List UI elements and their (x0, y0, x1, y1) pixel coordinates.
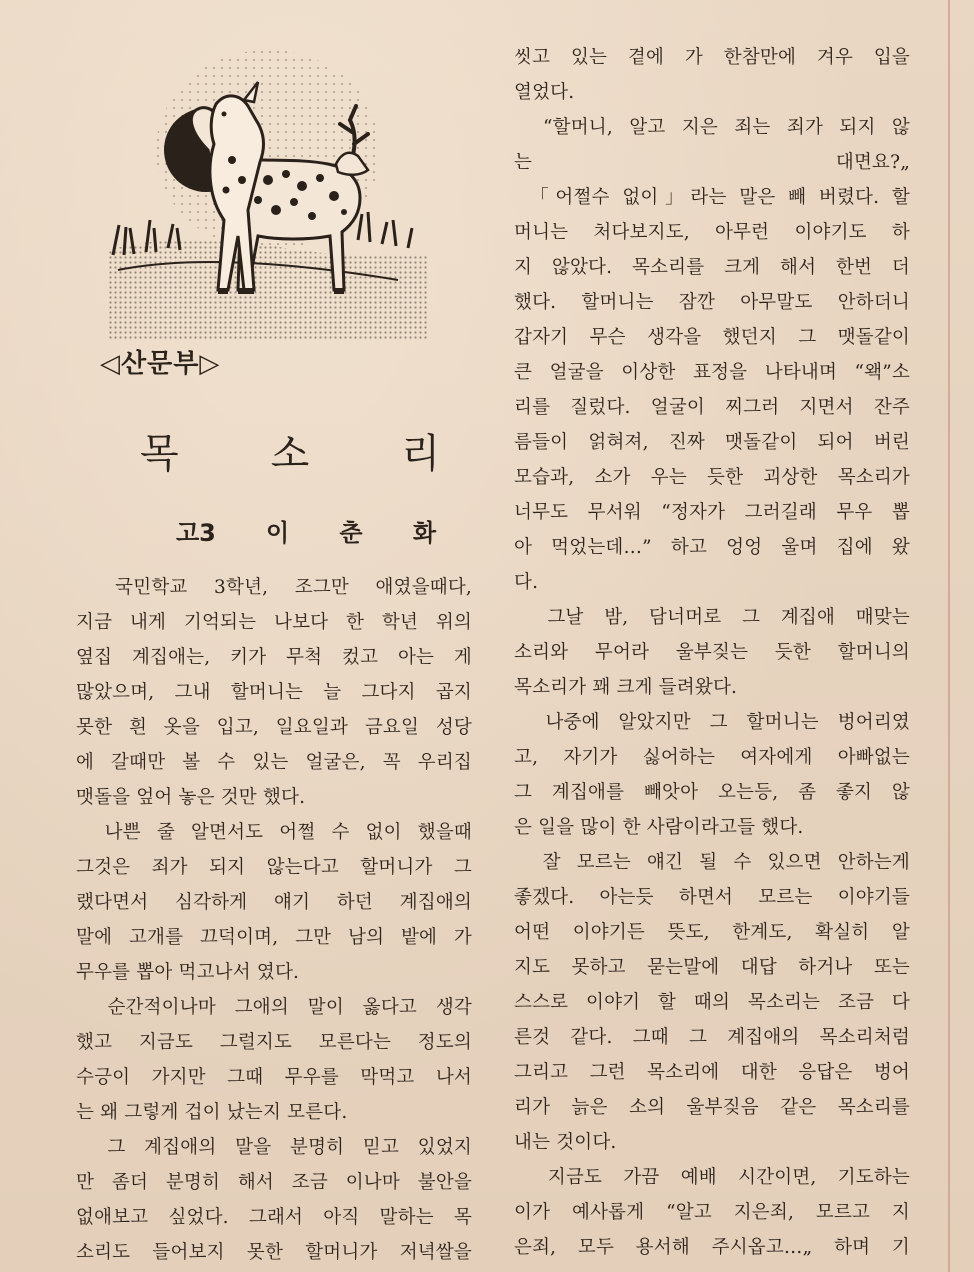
text-line: 열었다. (514, 82, 575, 103)
text-line: 씻고 있는 곁에 가 한참만에 겨우 입을 (514, 47, 910, 68)
text-line: 그것은 죄가 되지 않는다고 할머니가 그 (76, 857, 472, 878)
text-line: 지금 내게 기억되는 나보다 한 학년 위의 (76, 612, 472, 633)
text-line: 름들이 얽혀져, 진짜 맷돌같이 되어 버린 (514, 432, 910, 453)
text-line: 그날 밤, 담너머로 그 계집애 매맞는 (514, 607, 910, 628)
text-line: 수긍이 가지만 그때 무우를 막먹고 나서 (76, 1067, 472, 1088)
text-line: 말에 고개를 끄덕이며, 그만 남의 밭에 가 (76, 927, 472, 948)
text-line: 소리도 들어보지 못한 할머니가 저녁쌀을 (76, 1242, 472, 1263)
author-name-char: 화 (412, 518, 436, 547)
text-line: 은죄, 모두 용서해 주시옵고…„ 하며 기 (514, 1237, 910, 1258)
text-line: 없애보고 싶었다. 그래서 아직 말하는 목 (76, 1207, 472, 1228)
text-line: 아 먹었는데…” 하고 엉엉 울며 집에 왔 (514, 537, 910, 558)
text-line: 국민학교 3학년, 조그만 애였을때다, (76, 577, 472, 598)
text-line: 는 대면요?„ (514, 152, 910, 173)
text-line: 이가 예사롭게 “알고 지은죄, 모르고 지 (514, 1202, 910, 1223)
author-name (266, 513, 436, 548)
text-line: 리가 늙은 소의 울부짖음 같은 목소리를 (514, 1097, 910, 1118)
deer-illustration-icon (98, 40, 438, 340)
text-line: 머니는 처다보지도, 아무런 이야기도 하 (514, 222, 910, 243)
article-title (140, 420, 440, 480)
text-line: 했다. 할머니는 잠깐 아무말도 안하더니 (514, 292, 910, 313)
text-line: 어떤 이야기든 뜻도, 한계도, 확실히 알 (514, 922, 910, 943)
text-line: “할머니, 알고 지은 죄는 죄가 되지 않 (514, 117, 910, 138)
text-line: 갑자기 무슨 생각을 했던지 그 맷돌같이 (514, 327, 910, 348)
text-line: 에 갈때만 볼 수 있는 얼굴은, 꼭 우리집 (76, 752, 472, 773)
author-name-char: 춘 (339, 518, 363, 547)
text-line: 만 좀더 분명히 해서 조금 이나마 불안을 (76, 1172, 472, 1193)
author-name-char: 이 (266, 518, 290, 547)
text-line: 는 왜 그렇게 겁이 났는지 모른다. (76, 1102, 348, 1123)
text-line: 「어쩔수 없이」라는 말은 빼 버렸다. 할 (514, 187, 910, 208)
text-line: 내는 것이다. (514, 1132, 617, 1153)
text-line: 은 일을 많이 한 사람이라고들 했다. (514, 817, 804, 838)
text-line: 그 계집애를 빼앗아 오는등, 좀 좋지 않 (514, 782, 910, 803)
text-line: 나쁜 줄 알면서도 어쩔 수 없이 했을때 (76, 822, 472, 843)
text-line: 다. (514, 572, 539, 593)
text-line: 좋겠다. 아는듯 하면서 모르는 이야기들 (514, 887, 910, 908)
text-line: 너무도 무서워 “정자가 그러길래 무우 뽑 (514, 502, 910, 523)
section-label: ◁산문부▷ (100, 349, 221, 379)
text-line: 그 계집애의 말을 분명히 믿고 있었지 (76, 1137, 472, 1158)
text-line: 못한 흰 옷을 입고, 일요일과 금요일 성당 (76, 717, 472, 738)
right-text-column (514, 40, 910, 1265)
text-line: 목소리가 꽤 크게 들려왔다. (514, 677, 738, 698)
author-grade: 고3 (176, 518, 216, 547)
text-line: 무우를 뽑아 먹고나서 였다. (76, 962, 300, 983)
text-line: 했고 지금도 그럴지도 모른다는 정도의 (76, 1032, 472, 1053)
text-line: 맷돌을 엎어 놓은 것만 했다. (76, 787, 306, 808)
title-char: 리 (401, 430, 440, 477)
text-line: 지 않았다. 목소리를 크게 해서 한번 더 (514, 257, 910, 278)
author-byline (176, 508, 436, 552)
page-edge-rule (948, 0, 950, 1272)
text-line: 리를 질렀다. 얼굴이 찌그러 지면서 잔주 (514, 397, 910, 418)
text-line: 고, 자기가 싫어하는 여자에게 아빠없는 (514, 747, 910, 768)
text-line: 잘 모르는 얘긴 될 수 있으면 안하는게 (514, 852, 910, 873)
title-char: 소 (270, 430, 310, 477)
text-line: 소리와 무어라 울부짖는 듯한 할머니의 (514, 642, 910, 663)
title-char: 목 (140, 430, 179, 477)
text-line: 순간적이나마 그애의 말이 옳다고 생각 (76, 997, 472, 1018)
text-line: 스스로 이야기 할 때의 목소리는 조금 다 (514, 992, 910, 1013)
left-text-column (76, 570, 472, 1270)
text-line: 지도 못하고 묻는말에 대답 하거나 또는 (514, 957, 910, 978)
text-line: 그리고 그런 목소리에 대한 응답은 벙어 (514, 1062, 910, 1083)
text-line: 많았으며, 그내 할머니는 늘 그다지 곱지 (76, 682, 472, 703)
text-line: 른것 같다. 그때 그 계집애의 목소리처럼 (514, 1027, 910, 1048)
text-line: 랬다면서 심각하게 얘기 하던 계집애의 (76, 892, 472, 913)
text-line: 나중에 알았지만 그 할머니는 벙어리였 (514, 712, 910, 733)
text-line: 옆집 계집애는, 키가 무척 컸고 아는 게 (76, 647, 472, 668)
text-line: 큰 얼굴을 이상한 표정을 나타내며 “왝”소 (514, 362, 910, 383)
text-line: 모습과, 소가 우는 듯한 괴상한 목소리가 (514, 467, 910, 488)
text-line: 지금도 가끔 예배 시간이면, 기도하는 (514, 1167, 910, 1188)
